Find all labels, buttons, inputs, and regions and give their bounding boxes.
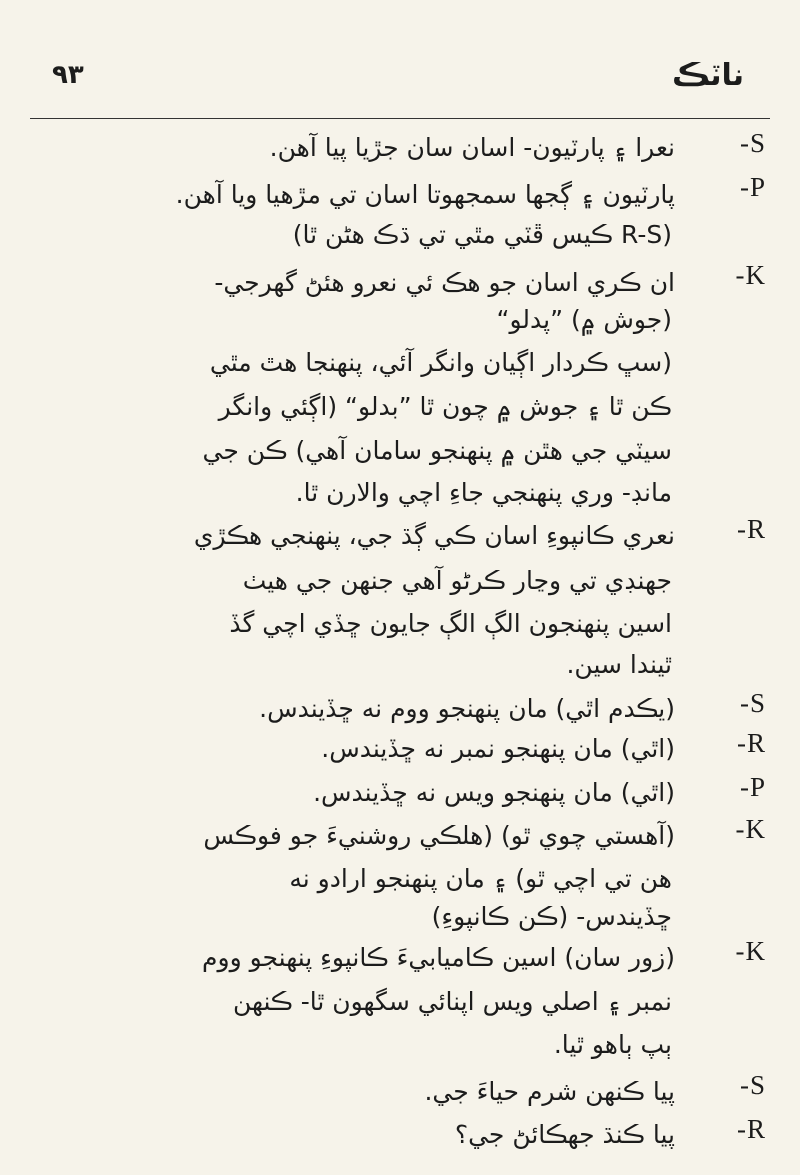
dialogue-line: (آهستي چوي ٿو) (هلڪي روشنيءَ جو فوڪس <box>203 821 675 850</box>
stage-direction-line: ڪن ٿا ۽ جوش ۾ چون ٿا ”بدلو“ (اڳئي وانگر <box>218 392 672 421</box>
running-title: ناٽڪ <box>672 58 744 93</box>
speaker-label: -R <box>737 728 766 758</box>
dialogue-line: ان ڪري اسان جو هڪ ئي نعرو هئڻ گهرجي- <box>214 268 675 297</box>
dialogue-line: نعري ڪانپوءِ اسان ڪي ڳڌ جي، پنهنجي هڪڙي <box>193 521 675 550</box>
dialogue-line: (يڪدم اٿي) مان پنهنجو ووم نه ڇڏيندس. <box>259 694 675 723</box>
speaker-label: -P <box>739 772 766 802</box>
dialogue-line: پيا ڪنڌ جهڪائڻ جي؟ <box>454 1120 675 1149</box>
header-rule <box>30 118 770 119</box>
dialogue-line: هن تي اچي ٿو) ۽ مان پنهنجو ارادو نه <box>289 864 672 893</box>
speaker-label: -K <box>735 936 766 966</box>
dialogue-line: نعرا ۽ پارٽيون- اسان سان جڙيا پيا آهن. <box>269 133 675 162</box>
speaker-label: -K <box>735 260 766 290</box>
dialogue-line: (R-S ڪيس ڦٽي مٿي تي ڌڪ هڻن ٿا) <box>292 220 672 249</box>
stage-direction-line: (سڀ ڪردار اڳيان وانگر آئي، پنهنجا هٿ مٿي <box>209 348 672 377</box>
dialogue-line: اسين پنهنجون الڳ الڳ جايون ڇڏي اچي گڏ <box>229 609 672 638</box>
speaker-label: -K <box>735 814 766 844</box>
dialogue-line: ٻپ ٻاهو ٿيا. <box>553 1030 672 1059</box>
dialogue-line: ٿيندا سين. <box>566 650 672 679</box>
stage-direction-line: سيٽي جي هٿن ۾ پنهنجو سامان آهي) ڪن جي <box>202 436 672 465</box>
dialogue-line: پيا ڪنهن شرم حياءَ جي. <box>424 1077 675 1106</box>
dialogue-line: ڇڏيندس- (ڪن ڪانپوءِ) <box>431 902 672 931</box>
dialogue-line: (اٿي) مان پنهنجو ويس نه ڇڏيندس. <box>313 778 675 807</box>
dialogue-line: (اٿي) مان پنهنجو نمبر نه ڇڏيندس. <box>321 734 675 763</box>
dialogue-line: نمبر ۽ اصلي ويس اپنائي سگهون ٿا- ڪنهن <box>232 987 672 1016</box>
speaker-label: -S <box>739 1070 766 1100</box>
page-number: ٩٣ <box>52 60 84 90</box>
dialogue-line: (زور سان) اسين ڪاميابيءَ ڪانپوءِ پنهنجو ووم <box>202 943 675 972</box>
dialogue-line: پارٽيون ۽ ڳجها سمجهوتا اسان تي مڙهيا ويا آهن. <box>175 180 675 209</box>
dialogue-line: (جوش ۾) ”پدلو“ <box>496 305 672 334</box>
stage-direction-line: مانڊ- وري پنهنجي جاءِ اچي والارن ٿا. <box>295 478 672 507</box>
speaker-label: -R <box>737 514 766 544</box>
dialogue-line: جهنڊي تي وڃار ڪرڻو آهي جنهن جي هيٺ <box>242 566 672 595</box>
speaker-label: -P <box>739 172 766 202</box>
speaker-label: -S <box>739 128 766 158</box>
speaker-label: -R <box>737 1114 766 1144</box>
speaker-label: -S <box>739 688 766 718</box>
